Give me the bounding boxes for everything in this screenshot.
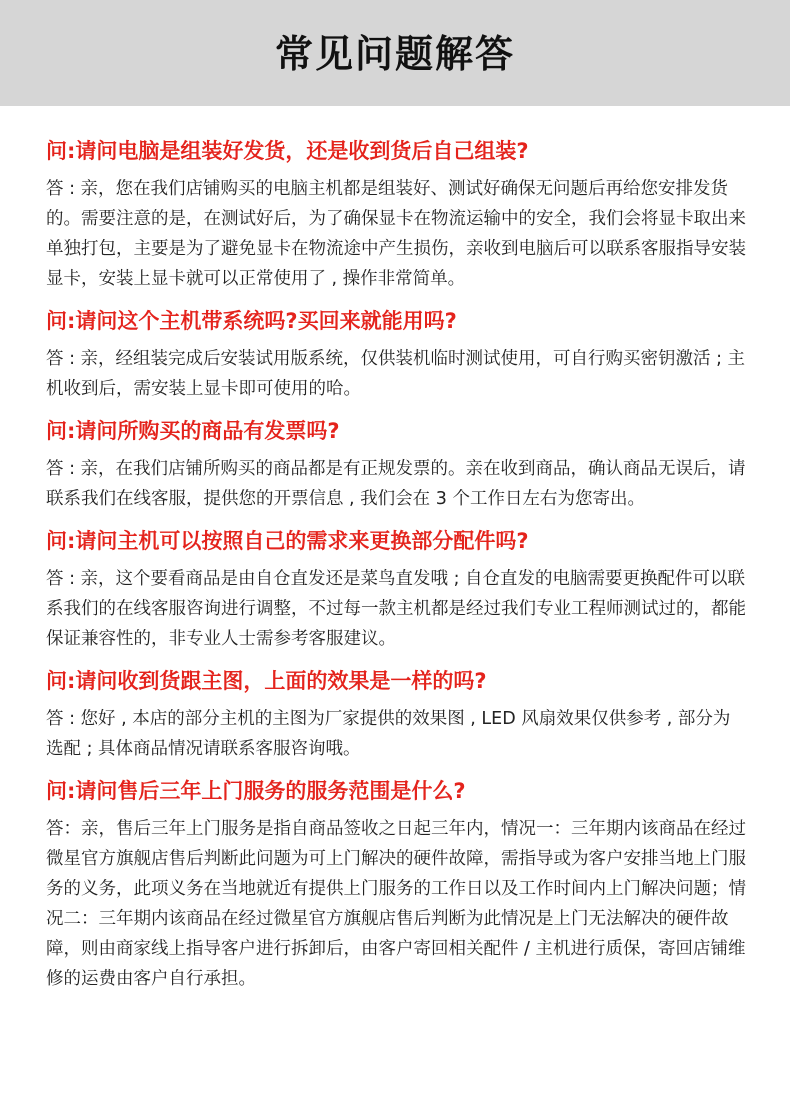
faq-item xyxy=(46,306,750,404)
faq-item xyxy=(46,526,750,654)
faq-question: 问:请问电脑是组装好发货，还是收到货后自己组装? xyxy=(46,139,529,163)
faq-answer: 答 : 亲，您在我们店铺购买的电脑主机都是组装好、测试好确保无问题后再给您安排发货的。需要注意的是，在测试好后，为了确保显卡在物流运输中的安全，我们会将显卡取出来单独打包，主要是为了避免显卡在物流途中产生损伤，亲收到电脑后可以联系客服指导安装显卡，安装上显卡就可以正常使用了 , 操作非常简单。 xyxy=(46,179,746,289)
faq-question: 问:请问售后三年上门服务的服务范围是什么? xyxy=(46,779,466,803)
page-title: 常见问题解答 xyxy=(274,31,515,76)
faq-answer: 答 : 亲，经组装完成后安装试用版系统，仅供装机临时测试使用，可自行购买密钥激活 ; 主机收到后，需安装上显卡即可使用的哈。 xyxy=(46,349,746,399)
faq-answer: 答 : 亲，在我们店铺所购买的商品都是有正规发票的。亲在收到商品，确认商品无误后，请联系我们在线客服，提供您的开票信息 , 我们会在 3 个工作日左右为您寄出。 xyxy=(46,459,746,509)
faq-question: 问:请问主机可以按照自己的需求来更换部分配件吗? xyxy=(46,529,529,553)
faq-list xyxy=(0,106,790,994)
faq-answer: 答 : 亲，这个要看商品是由自仓直发还是菜鸟直发哦 ; 自仓直发的电脑需要更换配件可以联系我们的在线客服咨询进行调整，不过每一款主机都是经过我们专业工程师测试过的，都能保证兼容性的，非专业人士需参考客服建议。 xyxy=(46,569,746,649)
faq-item xyxy=(46,416,750,514)
faq-item xyxy=(46,666,750,764)
faq-item xyxy=(46,776,750,994)
faq-answer: 答 : 您好 , 本店的部分主机的主图为厂家提供的效果图 , LED 风扇效果仅供参考 , 部分为选配 ; 具体商品情况请联系客服咨询哦。 xyxy=(46,709,731,759)
faq-question: 问:请问所购买的商品有发票吗? xyxy=(46,419,340,443)
faq-question: 问:请问收到货跟主图，上面的效果是一样的吗? xyxy=(46,669,487,693)
faq-answer: 答：亲，售后三年上门服务是指自商品签收之日起三年内，情况一：三年期内该商品在经过微星官方旗舰店售后判断此问题为可上门解决的硬件故障，需指导或为客户安排当地上门服务的义务，此项义务在当地就近有提供上门服务的工作日以及工作时间内上门解决问题；情况二：三年期内该商品在经过微星官方旗舰店售后判断为此情况是上门无法解决的硬件故障，则由商家线上指导客户进行拆卸后，由客户寄回相关配件 / 主机进行质保，寄回店铺维修的运费由客户自行承担。 xyxy=(46,819,746,989)
page-header xyxy=(0,0,790,106)
faq-question: 问:请问这个主机带系统吗?买回来就能用吗? xyxy=(46,309,457,333)
faq-item xyxy=(46,136,750,294)
